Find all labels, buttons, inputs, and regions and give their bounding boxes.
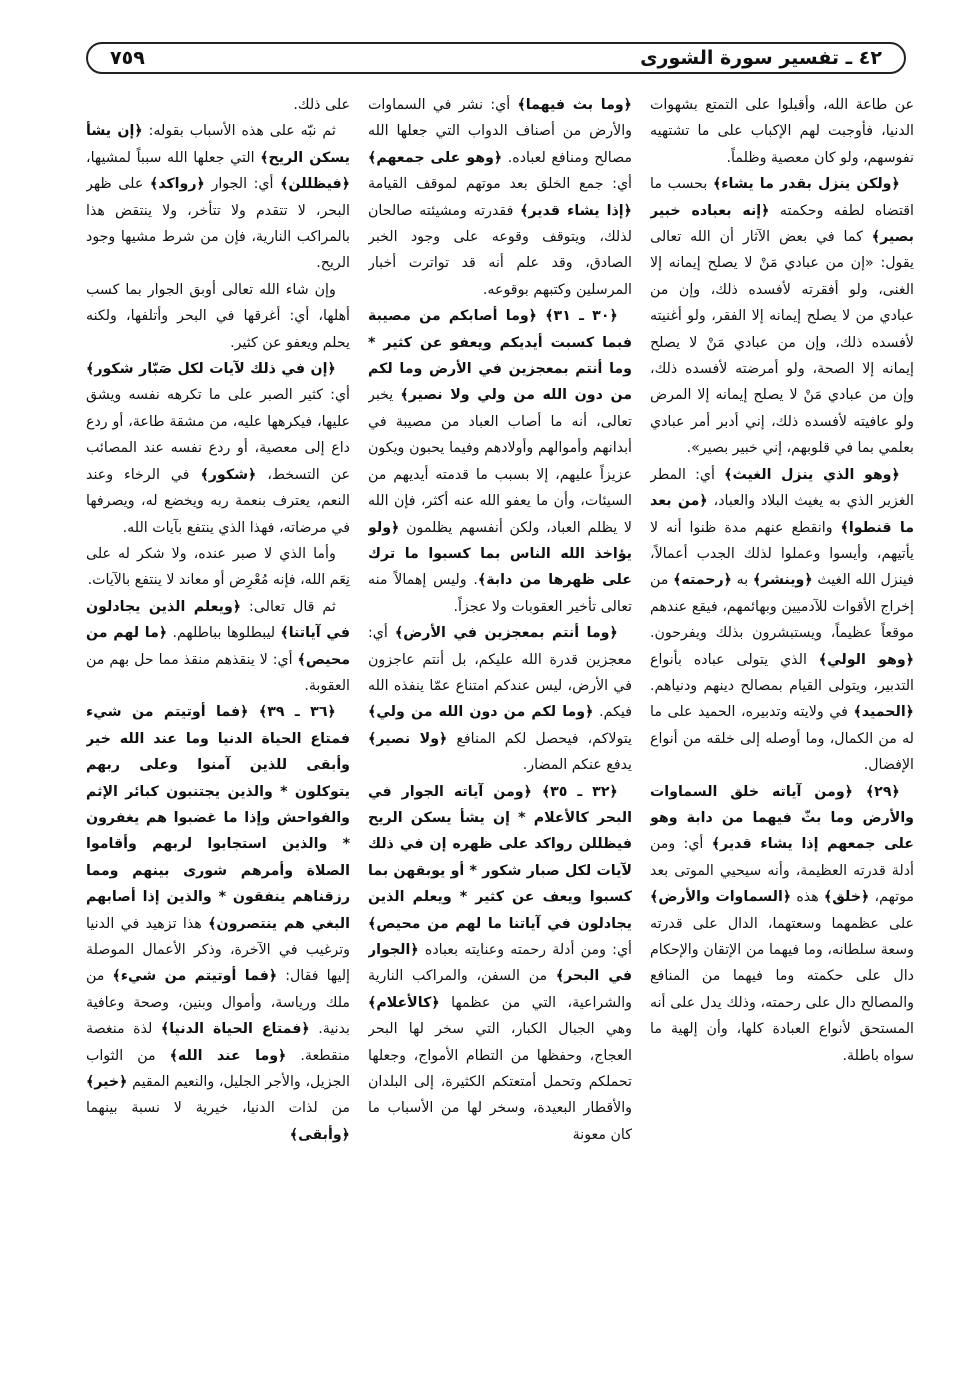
paragraph: ﴿٣٠ ـ ٣١﴾ ﴿وما أصابكم من مصيبة فبما كسبت أيديكم ويعفو عن كثير * وما أنتم بمعجزين في الأرض وما لكم من دون الله من ولي ولا نصير﴾ يخبر تعالى، أنه ما أصاب العباد من مصيبة في أبدانهم وأموالهم وأولادهم وفيما يحبون ويكون عزيزاً عليهم، إلا بسبب ما قدمته أيديهم من السيئات، وأن ما يعفو الله عنه أكثر، فإن الله لا يظلم العباد، ولكن أنفسهم يظلمون ﴿ولو يؤاخذ الله الناس بما كسبوا ما ترك على ظهرها من دابة﴾. وليس إهمالاً منه تعالى تأخير العقوبات ولا عجزاً. (368, 308, 632, 615)
paragraph: ﴿٣٦ ـ ٣٩﴾ ﴿فما أوتيتم من شيء فمتاع الحياة الدنيا وما عند الله خير وأبقى للذين آمنوا وعلى ربهم يتوكلون * والذين يجتنبون كبائر الإثم والفواحش وإذا ما غضبوا هم يغفرون * والذين استجابوا لربهم وأقاموا الصلاة وأمرهم شورى بينهم ومما رزقناهم ينفقون * والذين إذا أصابهم البغي هم ينتصرون﴾ هذا تزهيد في الدنيا وترغيب في الآخرة، وذكر الأعمال الموصلة إليها فقال: ﴿فما أوتيتم من شيء﴾ من ملك ورياسة، وأموال وبنين، وصحة وعافية بدنية. ﴿فمتاع الحياة الدنيا﴾ لذة منغصة منقطعة. ﴿وما عند الله﴾ من الثواب الجزيل، والأجر الجليل، والنعيم المقيم ﴿خير﴾ من لذات الدنيا، خيرية لا نسبة بينهما ﴿وأبقى﴾ (86, 704, 350, 1143)
column-middle (368, 92, 632, 1362)
quran-verse: ﴿ما لهم من محيص﴾ (86, 625, 350, 668)
quran-verse: ﴿وما أصابكم من مصيبة فبما كسبت أيديكم ويعفو عن كثير * وما أنتم بمعجزين في الأرض وما لكم من دون الله من ولي ولا نصير﴾ (368, 308, 632, 404)
paragraph: ﴿إن في ذلك لآيات لكل صَبّار شكور﴾ أي: كثير الصبر على ما تكرهه نفسه ويشق عليها، فيكرهها عليه، من مشقة طاعة، أو ردع داع إلى معصية، أو ردع نفسه عند المصائب عن التسخط، ﴿شكور﴾ في الرخاء وعند النعم، يعترف بنعمة ربه ويخضع له، ويصرفها في مرضاته، فهذا الذي ينتفع بآيات الله. (86, 361, 350, 536)
paragraph: ﴿٢٩﴾ ﴿ومن آياته خلق السماوات والأرض وما بثّ فيهما من دابة وهو على جمعهم إذا يشاء قدير﴾ أي: ومن أدلة قدرته العظيمة، وأنه سيحيي الموتى بعد موتهم، ﴿خلق﴾ هذه ﴿السماوات والأرض﴾ على عظمهما وسعتهما، الدال على قدرته وسعة سلطانه، وما فيهما من الإتقان والإحكام دال على حكمته وما فيهما من المنافع والمصالح دال على رحمته، وذلك يدل على أنه المستحق لأنواع العبادة كلها، وأن إلهية ما سواه باطلة. (650, 783, 914, 1064)
quran-verse: ﴿السماوات والأرض﴾ (650, 889, 792, 906)
column-left (86, 92, 350, 1362)
quran-verse: ﴿فما أوتيتم من شيء﴾ (112, 968, 278, 985)
paragraph: ﴿٣٢ ـ ٣٥﴾ ﴿ومن آياته الجوار في البحر كالأعلام * إن يشأ يسكن الريح فيظللن رواكد على ظهره إن في ذلك لآيات لكل صبار شكور * أو يوبقهن بما كسبوا ويعف عن كثير * ويعلم الذين يجادلون في آياتنا ما لهم من محيص﴾ أي: ومن أدلة رحمته وعنايته بعباده ﴿الجوار في البحر﴾ من السفن، والمراكب النارية والشراعية، التي من عظمها ﴿كالأعلام﴾ وهي الجبال الكبار، التي سخر لها البحر العجاج، وحفظها من التطام الأمواج، وجعلها تحملكم وتحمل أمتعتكم الكثيرة، إلى البلدان والأقطار البعيدة، وسخر لها من الأسباب ما كان معونة (368, 783, 632, 1143)
quran-verse: ﴿وما عند الله﴾ (169, 1047, 287, 1064)
quran-verse: ﴿ولو يؤاخذ الله الناس بما كسبوا ما ترك على ظهرها من دابة﴾ (368, 519, 632, 589)
page-header (86, 42, 906, 74)
quran-verse: ﴿وما لكم من دون الله من ولي﴾ (368, 704, 594, 721)
paragraph: ثم نبّه على هذه الأسباب بقوله: ﴿إن يشأ يسكن الريح﴾ التي جعلها الله سبباً لمشيها، ﴿فيظللن﴾ أي: الجوار ﴿رواكد﴾ على ظهر البحر، لا تتقدم ولا تتأخر، ولا ينتقض هذا بالمراكب النارية، فإن من شرط مشيها وجود الريح. (86, 123, 350, 272)
quran-verse: ﴿كالأعلام﴾ (368, 994, 440, 1011)
quran-verse: ﴿إن في ذلك لآيات لكل صَبّار شكور﴾ (86, 361, 336, 378)
paragraph: ﴿وهو الذي ينزل الغيث﴾ أي: المطر الغزير الذي به يغيث البلاد والعباد، ﴿من بعد ما قنطوا﴾ وانقطع عنهم مدة ظنوا أنه لا يأتيهم، وأيسوا وعملوا لذلك الجدب أعمالاً، فينزل الله الغيث ﴿وينشر﴾ به ﴿رحمته﴾ من إخراج الأقوات للآدميين وبهائمهم، فيقع عندهم موقعاً عظيماً، ويستبشرون بذلك ويفرحون. ﴿وهو الولي﴾ الذي يتولى عباده بأنواع التدبير، ويتولى القيام بمصالح دينهم ودنياهم. ﴿الحميد﴾ في ولايته وتدبيره، الحميد على ما له من الكمال، وما أوصله إلى خلقه من أنواع الإفضال. (650, 466, 914, 774)
quran-verse: ﴿فما أوتيتم من شيء فمتاع الحياة الدنيا وما عند الله خير وأبقى للذين آمنوا وعلى ربهم يتوكلون * والذين يجتنبون كبائر الإثم والفواحش وإذا ما غضبوا هم يغفرون * والذين استجابوا لربهم وأقاموا الصلاة وأمرهم شورى بينهم ومما رزقناهم ينفقون * والذين إذا أصابهم البغي هم ينتصرون﴾ (86, 704, 350, 932)
quran-verse: ﴿وهو الولي﴾ (818, 651, 914, 668)
quran-verse: ﴿إذا يشاء قدير﴾ (520, 202, 632, 219)
quran-verse: ﴿وما أنتم بمعجزين في الأرض﴾ (394, 625, 618, 642)
quran-verse: ﴿رحمته﴾ (673, 572, 732, 589)
quran-verse: ﴿ويعلم الذين يجادلون في آياتنا﴾ (86, 598, 350, 642)
paragraph: عن طاعة الله، وأقبلوا على التمتع بشهوات الدنيا، فأوجبت لهم الإكباب على ما تشتهيه نفوسهم، ولو كان معصية وظلماً. (650, 97, 914, 166)
paragraph: على ذلك. (293, 97, 350, 113)
quran-verse: ﴿إنه بعباده خبير بصير﴾ (650, 202, 914, 246)
quran-verse: ﴿ولكن ينزل بقدر ما يشاء﴾ (712, 176, 900, 193)
verse-number: ﴿٢٩﴾ (865, 783, 900, 800)
quran-verse: ﴿خير﴾ (86, 1074, 128, 1091)
page-number: ٧٥٩ (110, 47, 145, 69)
quran-verse: ﴿وما بث فيهما﴾ (517, 97, 632, 113)
quran-verse: ﴿الحميد﴾ (853, 704, 914, 721)
quran-verse: ﴿وأبقى﴾ (289, 1126, 350, 1143)
paragraph: وأما الذي لا صبر عنده، ولا شكر له على نِعَم الله، فإنه مُعْرِض أو معاند لا ينتفع بالآيات. (86, 545, 350, 589)
quran-verse: ﴿فيظللن﴾ (280, 176, 350, 193)
quran-verse: ﴿الجوار في البحر﴾ (368, 942, 632, 985)
quran-verse: ﴿وهو على جمعهم﴾ (368, 149, 503, 166)
quran-verse: ﴿خلق﴾ (823, 889, 870, 906)
quran-verse: ﴿رواكد﴾ (149, 176, 205, 193)
quran-verse: ﴿ومن آياته خلق السماوات والأرض وما بثّ فيهما من دابة وهو على جمعهم إذا يشاء قدير﴾ (650, 783, 914, 853)
quran-verse: ﴿ومن آياته الجوار في البحر كالأعلام * إن يشأ يسكن الريح فيظللن رواكد على ظهره إن في ذلك لآيات لكل صبار شكور * أو يوبقهن بما كسبوا ويعف عن كثير * ويعلم الذين يجادلون في آياتنا ما لهم من محيص﴾ (368, 783, 632, 932)
quran-verse: ﴿من بعد ما قنطوا﴾ (650, 493, 914, 536)
verse-number: ﴿٣٠ ـ ٣١﴾ (545, 308, 618, 325)
text-columns (86, 92, 914, 1362)
quran-verse: ﴿وينشر﴾ (752, 572, 813, 589)
paragraph: ﴿وما بث فيهما﴾ أي: نشر في السماوات والأرض من أصناف الدواب التي جعلها الله مصالح ومنافع لعباده. ﴿وهو على جمعهم﴾ أي: جمع الخلق بعد موتهم لموقف القيامة ﴿إذا يشاء قدير﴾ فقدرته ومشيئته صالحان لذلك، ويتوقف وقوعه على وجود الخبر الصادق، وقد علم أنه قد تواترت أخبار المرسلين وكتبهم بوقوعه. (368, 97, 632, 298)
quran-verse: ﴿ولا نصير﴾ (368, 730, 448, 747)
quran-verse: ﴿شكور﴾ (200, 466, 257, 483)
quran-verse: ﴿وهو الذي ينزل الغيث﴾ (724, 466, 900, 483)
quran-verse: ﴿إن يشأ يسكن الريح﴾ (86, 123, 350, 166)
surah-title: ٤٢ ـ تفسير سورة الشورى (640, 47, 882, 69)
verse-number: ﴿٣٢ ـ ٣٥﴾ (541, 783, 618, 800)
paragraph: وإن شاء الله تعالى أوبق الجوار بما كسب أهلها، أي: أغرقها في البحر وأتلفها، ولكنه يحلم ويعفو عن كثير. (86, 281, 350, 351)
paragraph: ثم قال تعالى: ﴿ويعلم الذين يجادلون في آياتنا﴾ ليبطلوها بباطلهم. ﴿ما لهم من محيص﴾ أي: لا ينقذهم منقذ مما حل بهم من العقوبة. (86, 598, 350, 694)
column-right (650, 92, 914, 1362)
verse-number: ﴿٣٦ ـ ٣٩﴾ (258, 704, 336, 721)
paragraph: ﴿ولكن ينزل بقدر ما يشاء﴾ بحسب ما اقتضاه لطفه وحكمته ﴿إنه بعباده خبير بصير﴾ كما في بعض الآثار أن الله تعالى يقول: «إن من عبادي مَنْ لا يصلح إيمانه إلا الغنى، ولو أفقرته لأفسده ذلك، وإن من عبادي من لا يصلح إيمانه إلا الفقر، ولو أغنيته لأفسده ذلك، وإن من عبادي مَنْ لا يصلح إيمانه إلا الصحة، ولو أمرضته لأفسده ذلك، وإن من عبادي مَنْ لا يصلح إيمانه إلا المرض ولو عافيته لأفسده ذلك، إني أدبر أمر عبادي بعلمي بما في قلوبهم، إني خبير بصير». (650, 176, 914, 457)
paragraph: ﴿وما أنتم بمعجزين في الأرض﴾ أي: معجزين قدرة الله عليكم، بل أنتم عاجزون في الأرض، ليس عندكم امتناع عمّا ينفذه الله فيكم. ﴿وما لكم من دون الله من ولي﴾ يتولاكم، فيحصل لكم المنافع ﴿ولا نصير﴾ يدفع عنكم المضار. (368, 625, 632, 774)
quran-verse: ﴿فمتاع الحياة الدنيا﴾ (160, 1021, 310, 1038)
